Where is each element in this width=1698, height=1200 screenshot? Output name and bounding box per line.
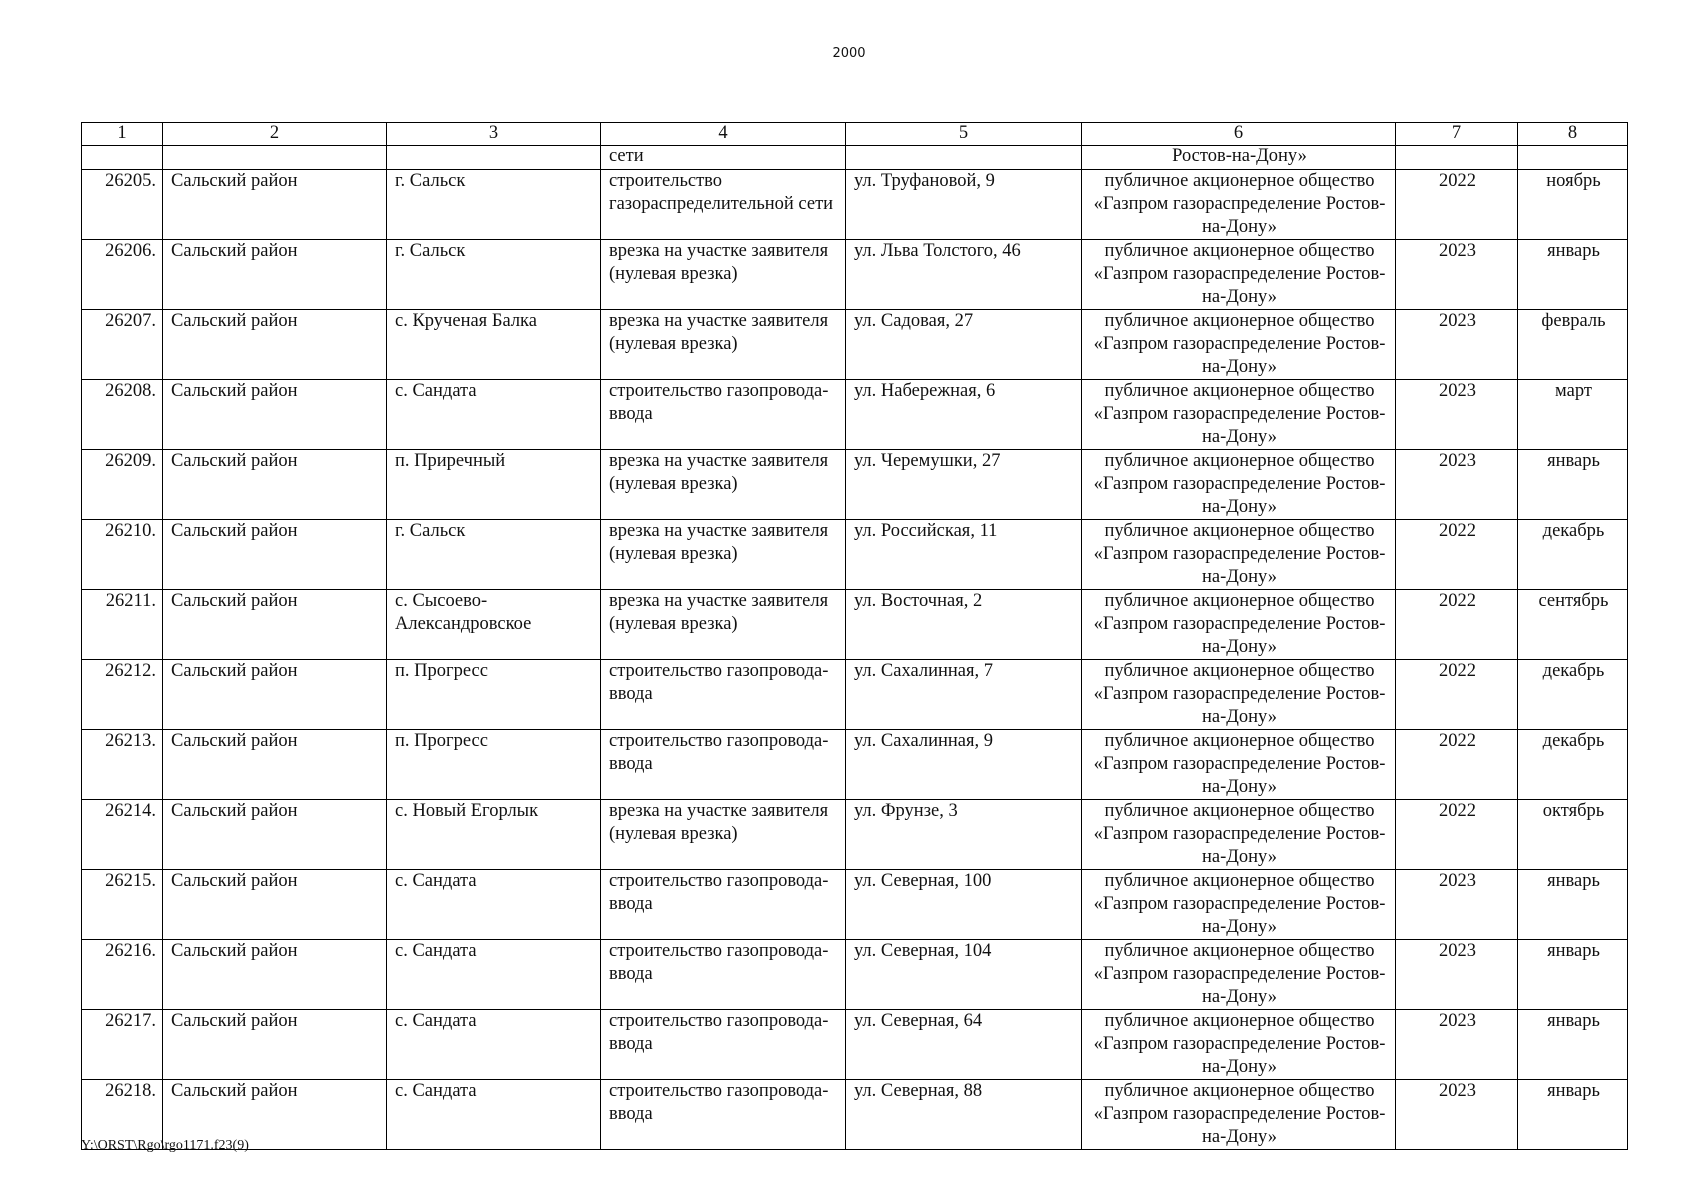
cell-locality: п. Прогресс xyxy=(387,730,601,800)
cell-locality: с. Сандата xyxy=(387,870,601,940)
continuation-row xyxy=(82,146,1628,170)
table-row xyxy=(82,310,1628,380)
cell-locality: с. Крученая Балка xyxy=(387,310,601,380)
cell-work: строительство газопровода-ввода xyxy=(601,870,846,940)
cell-year: 2023 xyxy=(1396,240,1518,310)
table-row xyxy=(82,1010,1628,1080)
cell-number: 26210. xyxy=(82,520,163,590)
cell-work: врезка на участке заявителя (нулевая врезка) xyxy=(601,800,846,870)
cell-district: Сальский район xyxy=(163,450,387,520)
cell-organization: публичное акционерное общество «Газпром газораспределение Ростов-на-Дону» xyxy=(1082,380,1396,450)
table-row xyxy=(82,730,1628,800)
cell-work: врезка на участке заявителя (нулевая врезка) xyxy=(601,590,846,660)
table-row xyxy=(82,1080,1628,1150)
cell-district: Сальский район xyxy=(163,800,387,870)
cell-organization: публичное акционерное общество «Газпром газораспределение Ростов-на-Дону» xyxy=(1082,240,1396,310)
cell-month: январь xyxy=(1518,940,1628,1010)
table-row xyxy=(82,940,1628,1010)
cell-address: ул. Льва Толстого, 46 xyxy=(846,240,1082,310)
cell-locality: г. Сальск xyxy=(387,170,601,240)
cell-month: сентябрь xyxy=(1518,590,1628,660)
cell-year: 2022 xyxy=(1396,730,1518,800)
cell-number: 26214. xyxy=(82,800,163,870)
cell-month: ноябрь xyxy=(1518,170,1628,240)
header-cell: 5 xyxy=(846,123,1082,146)
header-cell: 6 xyxy=(1082,123,1396,146)
cell-organization: публичное акционерное общество «Газпром газораспределение Ростов-на-Дону» xyxy=(1082,660,1396,730)
cell-locality: п. Прогресс xyxy=(387,660,601,730)
cell-district: Сальский район xyxy=(163,870,387,940)
cell-number: 26218. xyxy=(82,1080,163,1150)
cell-address: ул. Сахалинная, 9 xyxy=(846,730,1082,800)
cell-district: Сальский район xyxy=(163,1080,387,1150)
header-cell: 7 xyxy=(1396,123,1518,146)
cell-number: 26206. xyxy=(82,240,163,310)
cell-month xyxy=(1518,146,1628,170)
header-cell: 2 xyxy=(163,123,387,146)
cell-year xyxy=(1396,146,1518,170)
cell-month: декабрь xyxy=(1518,660,1628,730)
cell-organization: публичное акционерное общество «Газпром газораспределение Ростов-на-Дону» xyxy=(1082,800,1396,870)
cell-month: февраль xyxy=(1518,310,1628,380)
cell-work: строительство газопровода-ввода xyxy=(601,730,846,800)
cell-district: Сальский район xyxy=(163,170,387,240)
cell-work: строительство газопровода-ввода xyxy=(601,1010,846,1080)
cell-address xyxy=(846,146,1082,170)
cell-year: 2022 xyxy=(1396,660,1518,730)
cell-number: 26209. xyxy=(82,450,163,520)
cell-locality: с. Сандата xyxy=(387,1080,601,1150)
table-row xyxy=(82,380,1628,450)
cell-month: декабрь xyxy=(1518,730,1628,800)
cell-organization: публичное акционерное общество «Газпром газораспределение Ростов-на-Дону» xyxy=(1082,590,1396,660)
cell-organization: публичное акционерное общество «Газпром газораспределение Ростов-на-Дону» xyxy=(1082,730,1396,800)
cell-month: январь xyxy=(1518,870,1628,940)
cell-locality: с. Сандата xyxy=(387,380,601,450)
cell-month: декабрь xyxy=(1518,520,1628,590)
cell-year: 2022 xyxy=(1396,590,1518,660)
header-cell: 1 xyxy=(82,123,163,146)
cell-organization: публичное акционерное общество «Газпром газораспределение Ростов-на-Дону» xyxy=(1082,1010,1396,1080)
cell-locality: с. Сандата xyxy=(387,940,601,1010)
cell-address: ул. Северная, 100 xyxy=(846,870,1082,940)
footer-file-path: Y:\ORST\Rgo\rgo1171.f23(9) xyxy=(81,1138,249,1153)
cell-district: Сальский район xyxy=(163,940,387,1010)
cell-address: ул. Северная, 104 xyxy=(846,940,1082,1010)
header-cell: 8 xyxy=(1518,123,1628,146)
cell-month: январь xyxy=(1518,1010,1628,1080)
cell-locality xyxy=(387,146,601,170)
cell-organization: публичное акционерное общество «Газпром газораспределение Ростов-на-Дону» xyxy=(1082,310,1396,380)
cell-organization: публичное акционерное общество «Газпром газораспределение Ростов-на-Дону» xyxy=(1082,940,1396,1010)
table-row xyxy=(82,800,1628,870)
table-row xyxy=(82,450,1628,520)
cell-work: строительство газораспределительной сети xyxy=(601,170,846,240)
cell-district: Сальский район xyxy=(163,240,387,310)
cell-year: 2023 xyxy=(1396,1010,1518,1080)
cell-district: Сальский район xyxy=(163,660,387,730)
cell-number: 26215. xyxy=(82,870,163,940)
cell-district: Сальский район xyxy=(163,380,387,450)
cell-address: ул. Восточная, 2 xyxy=(846,590,1082,660)
cell-number: 26212. xyxy=(82,660,163,730)
cell-locality: с. Сысоево-Александровское xyxy=(387,590,601,660)
cell-locality: п. Приречный xyxy=(387,450,601,520)
cell-district: Сальский район xyxy=(163,1010,387,1080)
cell-year: 2023 xyxy=(1396,870,1518,940)
gasification-table xyxy=(81,122,1628,1150)
cell-district: Сальский район xyxy=(163,310,387,380)
cell-year: 2023 xyxy=(1396,1080,1518,1150)
cell-year: 2023 xyxy=(1396,310,1518,380)
cell-number: 26207. xyxy=(82,310,163,380)
cell-organization: публичное акционерное общество «Газпром газораспределение Ростов-на-Дону» xyxy=(1082,170,1396,240)
cell-year: 2023 xyxy=(1396,940,1518,1010)
cell-address: ул. Сахалинная, 7 xyxy=(846,660,1082,730)
cell-address: ул. Садовая, 27 xyxy=(846,310,1082,380)
cell-month: октябрь xyxy=(1518,800,1628,870)
header-cell: 3 xyxy=(387,123,601,146)
cell-work: сети xyxy=(601,146,846,170)
cell-address: ул. Труфановой, 9 xyxy=(846,170,1082,240)
cell-work: строительство газопровода-ввода xyxy=(601,660,846,730)
header-row xyxy=(82,123,1628,146)
table-row xyxy=(82,660,1628,730)
cell-district xyxy=(163,146,387,170)
cell-work: врезка на участке заявителя (нулевая врезка) xyxy=(601,450,846,520)
cell-address: ул. Фрунзе, 3 xyxy=(846,800,1082,870)
cell-number: 26216. xyxy=(82,940,163,1010)
cell-district: Сальский район xyxy=(163,520,387,590)
cell-work: строительство газопровода-ввода xyxy=(601,940,846,1010)
cell-month: январь xyxy=(1518,240,1628,310)
cell-locality: с. Сандата xyxy=(387,1010,601,1080)
cell-year: 2022 xyxy=(1396,170,1518,240)
cell-organization: Ростов-на-Дону» xyxy=(1082,146,1396,170)
cell-locality: г. Сальск xyxy=(387,520,601,590)
cell-work: врезка на участке заявителя (нулевая врезка) xyxy=(601,240,846,310)
cell-organization: публичное акционерное общество «Газпром газораспределение Ростов-на-Дону» xyxy=(1082,870,1396,940)
cell-work: строительство газопровода-ввода xyxy=(601,380,846,450)
cell-month: март xyxy=(1518,380,1628,450)
cell-year: 2022 xyxy=(1396,520,1518,590)
page-number: 2000 xyxy=(832,46,866,61)
cell-organization: публичное акционерное общество «Газпром газораспределение Ростов-на-Дону» xyxy=(1082,450,1396,520)
cell-number: 26208. xyxy=(82,380,163,450)
cell-number: 26217. xyxy=(82,1010,163,1080)
cell-address: ул. Черемушки, 27 xyxy=(846,450,1082,520)
cell-organization: публичное акционерное общество «Газпром газораспределение Ростов-на-Дону» xyxy=(1082,1080,1396,1150)
cell-month: январь xyxy=(1518,450,1628,520)
table-row xyxy=(82,170,1628,240)
cell-month: январь xyxy=(1518,1080,1628,1150)
table-row xyxy=(82,590,1628,660)
cell-address: ул. Набережная, 6 xyxy=(846,380,1082,450)
cell-number xyxy=(82,146,163,170)
cell-number: 26211. xyxy=(82,590,163,660)
cell-number: 26205. xyxy=(82,170,163,240)
cell-work: врезка на участке заявителя (нулевая врезка) xyxy=(601,520,846,590)
cell-address: ул. Северная, 64 xyxy=(846,1010,1082,1080)
cell-year: 2023 xyxy=(1396,450,1518,520)
cell-work: строительство газопровода-ввода xyxy=(601,1080,846,1150)
cell-address: ул. Российская, 11 xyxy=(846,520,1082,590)
cell-locality: г. Сальск xyxy=(387,240,601,310)
cell-number: 26213. xyxy=(82,730,163,800)
cell-district: Сальский район xyxy=(163,730,387,800)
table-row xyxy=(82,870,1628,940)
cell-address: ул. Северная, 88 xyxy=(846,1080,1082,1150)
header-cell: 4 xyxy=(601,123,846,146)
table-row xyxy=(82,240,1628,310)
table-row xyxy=(82,520,1628,590)
cell-locality: с. Новый Егорлык xyxy=(387,800,601,870)
cell-organization: публичное акционерное общество «Газпром газораспределение Ростов-на-Дону» xyxy=(1082,520,1396,590)
cell-year: 2022 xyxy=(1396,800,1518,870)
cell-work: врезка на участке заявителя (нулевая врезка) xyxy=(601,310,846,380)
cell-year: 2023 xyxy=(1396,380,1518,450)
cell-district: Сальский район xyxy=(163,590,387,660)
